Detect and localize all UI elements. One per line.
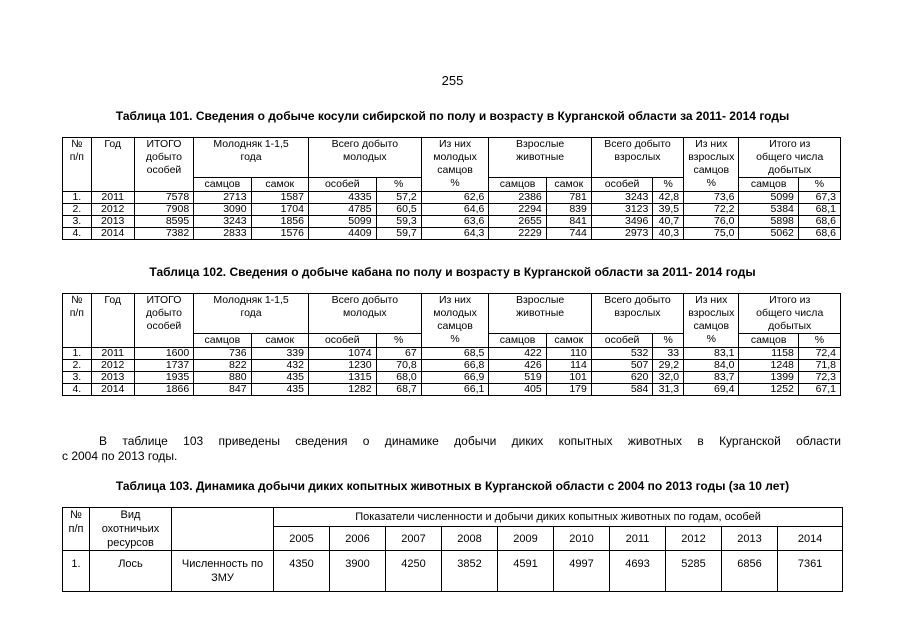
header-year: 2006	[330, 527, 386, 551]
header-total: ИТОГО добыто особей	[134, 138, 193, 192]
header-year: Год	[91, 294, 134, 348]
cell-species: Лось	[90, 551, 172, 592]
cell: 2012	[91, 204, 134, 216]
cell: 101	[546, 372, 591, 384]
cell: 70,8	[376, 360, 421, 372]
cell: 4335	[308, 192, 376, 204]
paragraph-line-2: с 2004 по 2013 годы.	[62, 449, 178, 463]
cell-indicator: Численность по ЗМУ	[172, 551, 274, 592]
subheader-individuals: особей	[308, 178, 376, 192]
cell: 73,6	[684, 192, 739, 204]
header-adult-males: Из них взрослых самцов %	[684, 138, 739, 192]
cell: 63,6	[421, 216, 489, 228]
table-103	[62, 507, 843, 592]
cell: 2.	[63, 360, 92, 372]
cell: 1074	[308, 348, 376, 360]
cell: 5384	[739, 204, 798, 216]
cell: 40,3	[653, 228, 684, 240]
cell: 1587	[251, 192, 308, 204]
cell: 5285	[666, 551, 722, 592]
cell: 5099	[739, 192, 798, 204]
cell: 66,8	[421, 360, 489, 372]
table-101	[62, 137, 841, 240]
page-number: 255	[441, 73, 464, 88]
cell: 5898	[739, 216, 798, 228]
header-adult-males: Из них взрослых самцов %	[684, 294, 739, 348]
table-row	[63, 204, 841, 216]
cell: 4.	[63, 228, 92, 240]
cell: 31,3	[653, 384, 684, 396]
cell: 66,9	[421, 372, 489, 384]
header-year: 2009	[498, 527, 554, 551]
cell: 1.	[63, 348, 92, 360]
cell: 3243	[591, 192, 652, 204]
cell: 33	[653, 348, 684, 360]
cell: 67,1	[798, 384, 840, 396]
table-row	[63, 360, 841, 372]
paragraph-line-1: В таблице 103 приведены сведения о динамике добычи диких копытных животных в Курганской области	[99, 434, 841, 448]
cell: 67,3	[798, 192, 840, 204]
cell: 71,8	[798, 360, 840, 372]
cell: 2013	[91, 216, 134, 228]
header-young-males: Из них молодых самцов %	[421, 294, 489, 348]
cell: 2011	[91, 192, 134, 204]
header-no: № п/п	[63, 138, 92, 192]
header-adult-all: Всего добыто взрослых	[591, 138, 683, 178]
cell: 75,0	[684, 228, 739, 240]
cell: 1737	[134, 360, 193, 372]
cell: 2833	[194, 228, 251, 240]
header-young: Молодняк 1-1,5 года	[194, 294, 309, 334]
header-young: Молодняк 1-1,5 года	[194, 138, 309, 178]
subheader-males: самцов	[739, 334, 798, 348]
subheader-percent: %	[798, 334, 840, 348]
cell: 4997	[554, 551, 610, 592]
cell: 68,6	[798, 228, 840, 240]
header-adult-all: Всего добыто взрослых	[591, 294, 683, 334]
cell: 179	[546, 384, 591, 396]
cell: 2713	[194, 192, 251, 204]
header-total-males: Итого из общего числа добытых	[739, 294, 841, 334]
cell: 67	[376, 348, 421, 360]
cell: 4409	[308, 228, 376, 240]
subheader-females: самок	[251, 334, 308, 348]
table-row	[63, 228, 841, 240]
cell: 7908	[134, 204, 193, 216]
cell: 64,6	[421, 204, 489, 216]
subheader-males: самцов	[489, 334, 546, 348]
cell: 432	[251, 360, 308, 372]
cell: 84,0	[684, 360, 739, 372]
cell: 3243	[194, 216, 251, 228]
header-year: 2010	[554, 527, 610, 551]
cell: 339	[251, 348, 308, 360]
subheader-percent: %	[798, 178, 840, 192]
cell: 114	[546, 360, 591, 372]
cell: 736	[194, 348, 251, 360]
cell: 1866	[134, 384, 193, 396]
cell: 839	[546, 204, 591, 216]
table-row	[63, 216, 841, 228]
table-row	[63, 384, 841, 396]
header-adult: Взрослые животные	[489, 294, 592, 334]
cell: 110	[546, 348, 591, 360]
cell: 519	[489, 372, 546, 384]
header-year: 2013	[722, 527, 778, 551]
subheader-individuals: особей	[591, 334, 652, 348]
cell: 6856	[722, 551, 778, 592]
cell: 1315	[308, 372, 376, 384]
cell: 2014	[91, 228, 134, 240]
cell: 507	[591, 360, 652, 372]
table-103-title: Таблица 103. Динамика добычи диких копытных животных в Курганской области с 2004 по 2013 годы (за 10 лет)	[115, 479, 790, 493]
cell: 60,5	[376, 204, 421, 216]
subheader-individuals: особей	[591, 178, 652, 192]
cell: 1600	[134, 348, 193, 360]
table-row	[63, 551, 843, 592]
cell: 422	[489, 348, 546, 360]
cell: 72,4	[798, 348, 840, 360]
table-102-title: Таблица 102. Сведения о добыче кабана по полу и возрасту в Курганской области за 2011- 2014 годы	[149, 265, 756, 279]
header-year: 2007	[386, 527, 442, 551]
cell: 72,2	[684, 204, 739, 216]
cell: 3.	[63, 372, 92, 384]
cell: 42,8	[653, 192, 684, 204]
header-year: Год	[91, 138, 134, 192]
cell: 620	[591, 372, 652, 384]
cell: 68,1	[798, 204, 840, 216]
cell: 83,1	[684, 348, 739, 360]
cell: 76,0	[684, 216, 739, 228]
header-young-males: Из них молодых самцов %	[421, 138, 489, 192]
cell: 2013	[91, 372, 134, 384]
header-indicator	[172, 508, 274, 551]
cell: 5062	[739, 228, 798, 240]
cell: 4591	[498, 551, 554, 592]
cell: 1935	[134, 372, 193, 384]
cell: 1282	[308, 384, 376, 396]
cell: 2294	[489, 204, 546, 216]
cell: 435	[251, 384, 308, 396]
cell: 7382	[134, 228, 193, 240]
cell: 4350	[274, 551, 330, 592]
cell: 1856	[251, 216, 308, 228]
header-indicators: Показатели численности и добычи диких копытных животных по годам, особей	[274, 508, 843, 527]
cell: 4785	[308, 204, 376, 216]
table-row	[63, 372, 841, 384]
cell: 841	[546, 216, 591, 228]
table-101-title: Таблица 101. Сведения о добыче косули сибирской по полу и возрасту в Курганской области за 2011- 2014 годы	[115, 109, 790, 123]
table-102	[62, 293, 841, 396]
header-year: 2008	[442, 527, 498, 551]
subheader-females: самок	[546, 178, 591, 192]
cell: 847	[194, 384, 251, 396]
cell: 7361	[778, 551, 843, 592]
cell: 3.	[63, 216, 92, 228]
subheader-males: самцов	[194, 334, 251, 348]
cell: 3123	[591, 204, 652, 216]
cell: 7578	[134, 192, 193, 204]
cell: 3090	[194, 204, 251, 216]
cell: 532	[591, 348, 652, 360]
cell: 62,6	[421, 192, 489, 204]
subheader-percent: %	[376, 334, 421, 348]
header-year: 2005	[274, 527, 330, 551]
header-year: 2011	[610, 527, 666, 551]
cell: 584	[591, 384, 652, 396]
cell: 5099	[308, 216, 376, 228]
cell: 66,1	[421, 384, 489, 396]
cell: 435	[251, 372, 308, 384]
cell: 4250	[386, 551, 442, 592]
cell: 69,4	[684, 384, 739, 396]
cell: 68,5	[421, 348, 489, 360]
cell: 68,6	[798, 216, 840, 228]
cell: 2386	[489, 192, 546, 204]
cell: 426	[489, 360, 546, 372]
cell: 1248	[739, 360, 798, 372]
subheader-males: самцов	[489, 178, 546, 192]
header-young-all: Всего добыто молодых	[308, 294, 421, 334]
header-adult: Взрослые животные	[489, 138, 592, 178]
cell: 8595	[134, 216, 193, 228]
header-species: Вид охотничьих ресурсов	[90, 508, 172, 551]
cell: 29,2	[653, 360, 684, 372]
cell: 1252	[739, 384, 798, 396]
cell: 3496	[591, 216, 652, 228]
header-no: № п/п	[63, 508, 90, 551]
cell: 2012	[91, 360, 134, 372]
cell: 68,0	[376, 372, 421, 384]
cell: 2014	[91, 384, 134, 396]
cell: 2229	[489, 228, 546, 240]
cell: 880	[194, 372, 251, 384]
cell: 2.	[63, 204, 92, 216]
subheader-percent: %	[653, 178, 684, 192]
table-row	[63, 348, 841, 360]
subheader-percent: %	[653, 334, 684, 348]
subheader-females: самок	[251, 178, 308, 192]
cell: 1704	[251, 204, 308, 216]
cell: 59,7	[376, 228, 421, 240]
cell: 1576	[251, 228, 308, 240]
cell: 405	[489, 384, 546, 396]
cell: 3900	[330, 551, 386, 592]
cell: 3852	[442, 551, 498, 592]
cell: 68,7	[376, 384, 421, 396]
cell: 4693	[610, 551, 666, 592]
cell: 32,0	[653, 372, 684, 384]
cell: 39,5	[653, 204, 684, 216]
cell: 822	[194, 360, 251, 372]
header-total-males: Итого из общего числа добытых	[739, 138, 841, 178]
cell: 2655	[489, 216, 546, 228]
header-no: № п/п	[63, 294, 92, 348]
cell: 83,7	[684, 372, 739, 384]
cell: 59,3	[376, 216, 421, 228]
table-row	[63, 192, 841, 204]
subheader-individuals: особей	[308, 334, 376, 348]
subheader-females: самок	[546, 334, 591, 348]
cell: 4.	[63, 384, 92, 396]
cell: 1230	[308, 360, 376, 372]
cell: 2973	[591, 228, 652, 240]
cell: 744	[546, 228, 591, 240]
cell: 781	[546, 192, 591, 204]
cell-no: 1.	[63, 551, 90, 592]
cell: 2011	[91, 348, 134, 360]
cell: 64,3	[421, 228, 489, 240]
header-young-all: Всего добыто молодых	[308, 138, 421, 178]
cell: 1399	[739, 372, 798, 384]
subheader-males: самцов	[739, 178, 798, 192]
cell: 1158	[739, 348, 798, 360]
cell: 72,3	[798, 372, 840, 384]
cell: 57,2	[376, 192, 421, 204]
header-total: ИТОГО добыто особей	[134, 294, 193, 348]
cell: 40,7	[653, 216, 684, 228]
header-year: 2014	[778, 527, 843, 551]
subheader-percent: %	[376, 178, 421, 192]
header-year: 2012	[666, 527, 722, 551]
subheader-males: самцов	[194, 178, 251, 192]
cell: 1.	[63, 192, 92, 204]
